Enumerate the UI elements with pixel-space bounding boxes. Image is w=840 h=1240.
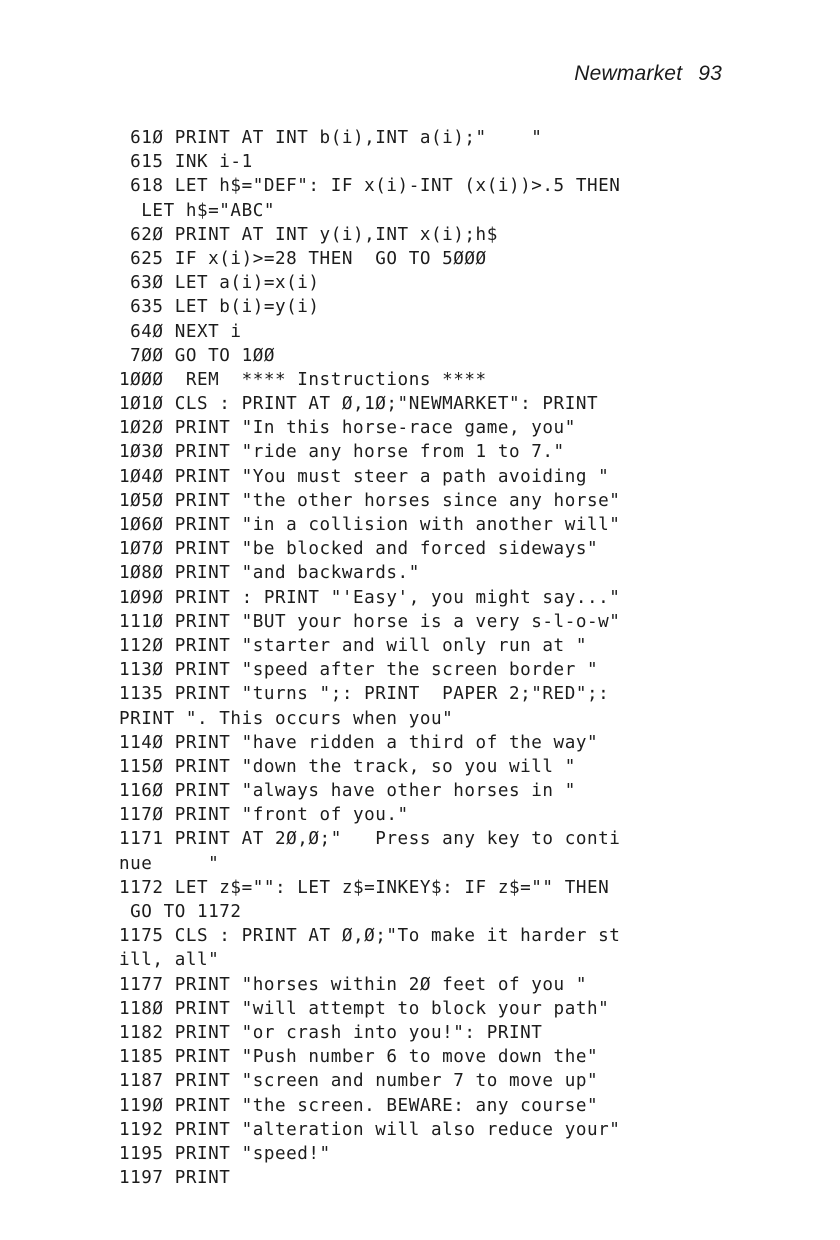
code-line: 1187 PRINT "screen and number 7 to move up" <box>119 1071 599 1092</box>
code-line: 1Ø5Ø PRINT "the other horses since any horse" <box>119 490 621 511</box>
code-line: 1Ø3Ø PRINT "ride any horse from 1 to 7." <box>119 442 565 463</box>
code-line: 62Ø PRINT AT INT y(i),INT x(i);h$ <box>119 224 498 245</box>
code-line: 7ØØ GO TO 1ØØ <box>119 345 275 366</box>
running-header <box>574 62 722 86</box>
code-line: 115Ø PRINT "down the track, so you will " <box>119 756 576 777</box>
code-line: 1182 PRINT "or crash into you!": PRINT <box>119 1022 543 1043</box>
code-line: ill, all" <box>119 950 220 971</box>
code-line: 118Ø PRINT "will attempt to block your path" <box>119 998 610 1019</box>
code-line: 1Ø2Ø PRINT "In this horse-race game, you" <box>119 418 576 439</box>
code-line: 1Ø9Ø PRINT : PRINT "'Easy', you might say..." <box>119 587 621 608</box>
running-header-title: Newmarket <box>574 62 683 85</box>
code-line: 1177 PRINT "horses within 2Ø feet of you " <box>119 974 587 995</box>
code-line: 1Ø4Ø PRINT "You must steer a path avoiding " <box>119 466 610 487</box>
code-line: 113Ø PRINT "speed after the screen border " <box>119 660 599 681</box>
code-line: 119Ø PRINT "the screen. BEWARE: any course" <box>119 1095 599 1116</box>
code-line: 1Ø6Ø PRINT "in a collision with another will" <box>119 515 621 535</box>
code-line: 635 LET b(i)=y(i) <box>119 297 320 318</box>
code-line: 63Ø LET a(i)=x(i) <box>119 273 320 294</box>
code-line: GO TO 1172 <box>119 902 242 922</box>
code-line: 625 IF x(i)>=28 THEN GO TO 5ØØØ <box>119 248 487 269</box>
code-line: 117Ø PRINT "front of you." <box>119 805 409 826</box>
code-line: nue " <box>119 853 220 874</box>
code-line: 1195 PRINT "speed!" <box>119 1143 331 1164</box>
code-line: 615 INK i-1 <box>119 152 253 173</box>
code-line: LET h$="ABC" <box>119 200 275 221</box>
code-line: 1197 PRINT <box>119 1168 231 1189</box>
code-line: 1Ø1Ø CLS : PRINT AT Ø,1Ø;"NEWMARKET": PRINT <box>119 394 599 415</box>
code-line: 1Ø7Ø PRINT "be blocked and forced sideways" <box>119 539 599 560</box>
code-line: 1171 PRINT AT 2Ø,Ø;" Press any key to conti <box>119 829 621 850</box>
code-line: 618 LET h$="DEF": IF x(i)-INT (x(i))>.5 THEN <box>119 176 621 197</box>
code-line: 1175 CLS : PRINT AT Ø,Ø;"To make it harder st <box>119 926 621 947</box>
code-line: 1ØØØ REM **** Instructions **** <box>119 369 487 390</box>
code-line: 1135 PRINT "turns ";: PRINT PAPER 2;"RED";: <box>119 684 610 705</box>
code-line: 114Ø PRINT "have ridden a third of the way" <box>119 732 599 753</box>
code-line: 111Ø PRINT "BUT your horse is a very s-l-o-w" <box>119 611 621 632</box>
code-line: 1185 PRINT "Push number 6 to move down the" <box>119 1047 599 1068</box>
code-line: 61Ø PRINT AT INT b(i),INT a(i);" " <box>119 128 543 148</box>
page-number: 93 <box>698 62 722 85</box>
code-line: 64Ø NEXT i <box>119 321 242 342</box>
code-line: 1Ø8Ø PRINT "and backwards." <box>119 563 420 584</box>
code-line: 1172 LET z$="": LET z$=INKEY$: IF z$="" THEN <box>119 877 610 898</box>
code-line: PRINT ". This occurs when you" <box>119 708 454 729</box>
code-line: 1192 PRINT "alteration will also reduce your" <box>119 1119 621 1140</box>
code-line: 116Ø PRINT "always have other horses in " <box>119 781 576 802</box>
basic-code-listing <box>119 126 809 1190</box>
code-line: 112Ø PRINT "starter and will only run at " <box>119 635 587 656</box>
